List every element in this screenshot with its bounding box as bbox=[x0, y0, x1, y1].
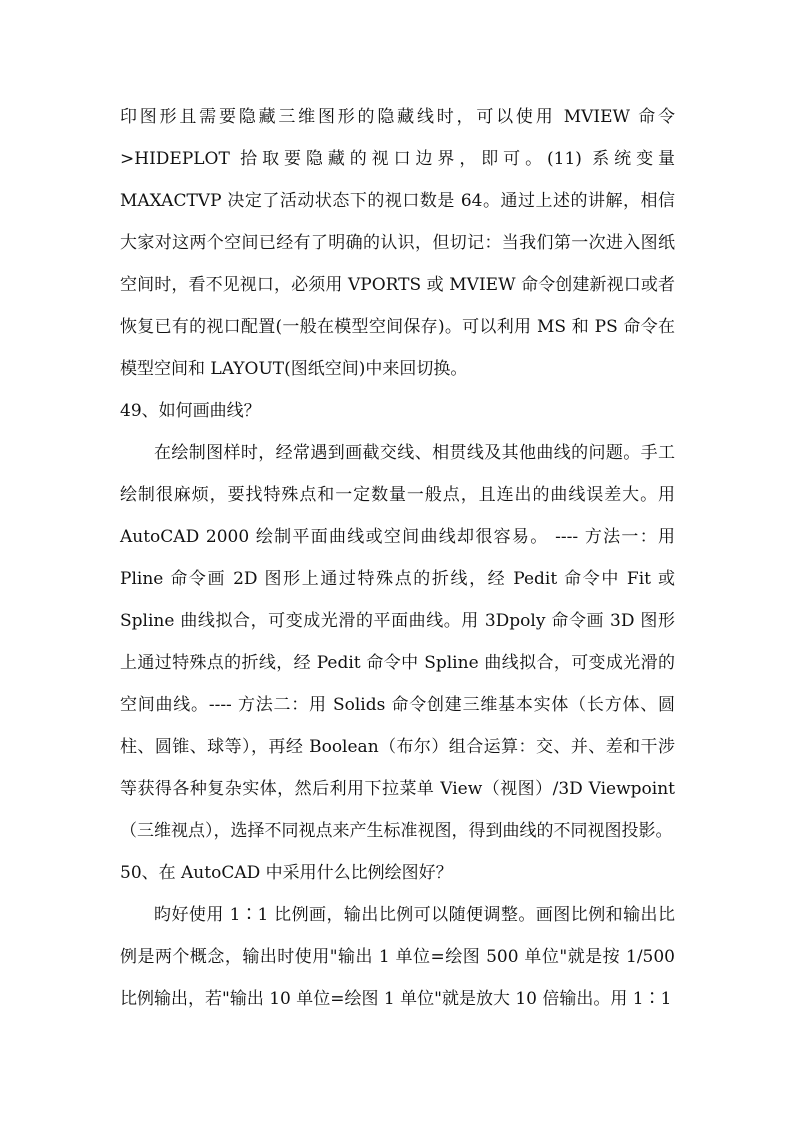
paragraph-draw-curves: 在绘制图样时，经常遇到画截交线、相贯线及其他曲线的问题。手工绘制很麻烦，要找特殊点和一定数量一般点，且连出的曲线误差大。用 AutoCAD 2000 绘制平面曲线或空间曲线却很容易。 ---- 方法一：用 Pline 命令画 2D 图形上通过特殊点的折线，经 Pedit 命令中 Fit 或 Spline 曲线拟合，可变成光滑的平面曲线。用 3Dpoly 命令画 3D 图形上通过特殊点的折线，经 Pedit 命令中 Spline 曲线拟合，可变成光滑的空间曲线。---- 方法二：用 Solids 命令创建三维基本实体（长方体、圆柱、圆锥、球等），再经 Boolean（布尔）组合运算：交、并、差和干涉等获得各种复杂实体，然后利用下拉菜单 View（视图）/3D Viewpoint（三维视点），选择不同视点来产生标准视图，得到曲线的不同视图投影。 bbox=[120, 443, 675, 841]
paragraph-viewport-continued: 印图形且需要隐藏三维图形的隐藏线时，可以使用 MVIEW 命令>HIDEPLOT 拾取要隐藏的视口边界，即可。(11) 系统变量 MAXACTVP 决定了活动状态下的视口数是 64。通过上述的讲解，相信大家对这两个空间已经有了明确的认识，但切记：当我们第一次进入图纸空间时，看不见视口，必须用 VPORTS 或 MVIEW 命令创建新视口或者恢复已有的视口配置(一般在模型空间保存)。可以利用 MS 和 PS 命令在模型空间和 LAYOUT(图纸空间)中来回切换。 bbox=[120, 107, 675, 379]
heading-question-50: 50、在 AutoCAD 中采用什么比例绘图好？ bbox=[120, 863, 453, 883]
paragraph-drawing-scale: 昀好使用 1∶1 比例画，输出比例可以随便调整。画图比例和输出比例是两个概念，输出时使用"输出 1 单位=绘图 500 单位"就是按 1/500 比例输出，若"输出 10 单位=绘图 1 单位"就是放大 10 倍输出。用 1∶1 bbox=[120, 905, 675, 1009]
document-page bbox=[120, 96, 675, 1020]
heading-question-49: 49、如何画曲线？ bbox=[120, 401, 261, 421]
